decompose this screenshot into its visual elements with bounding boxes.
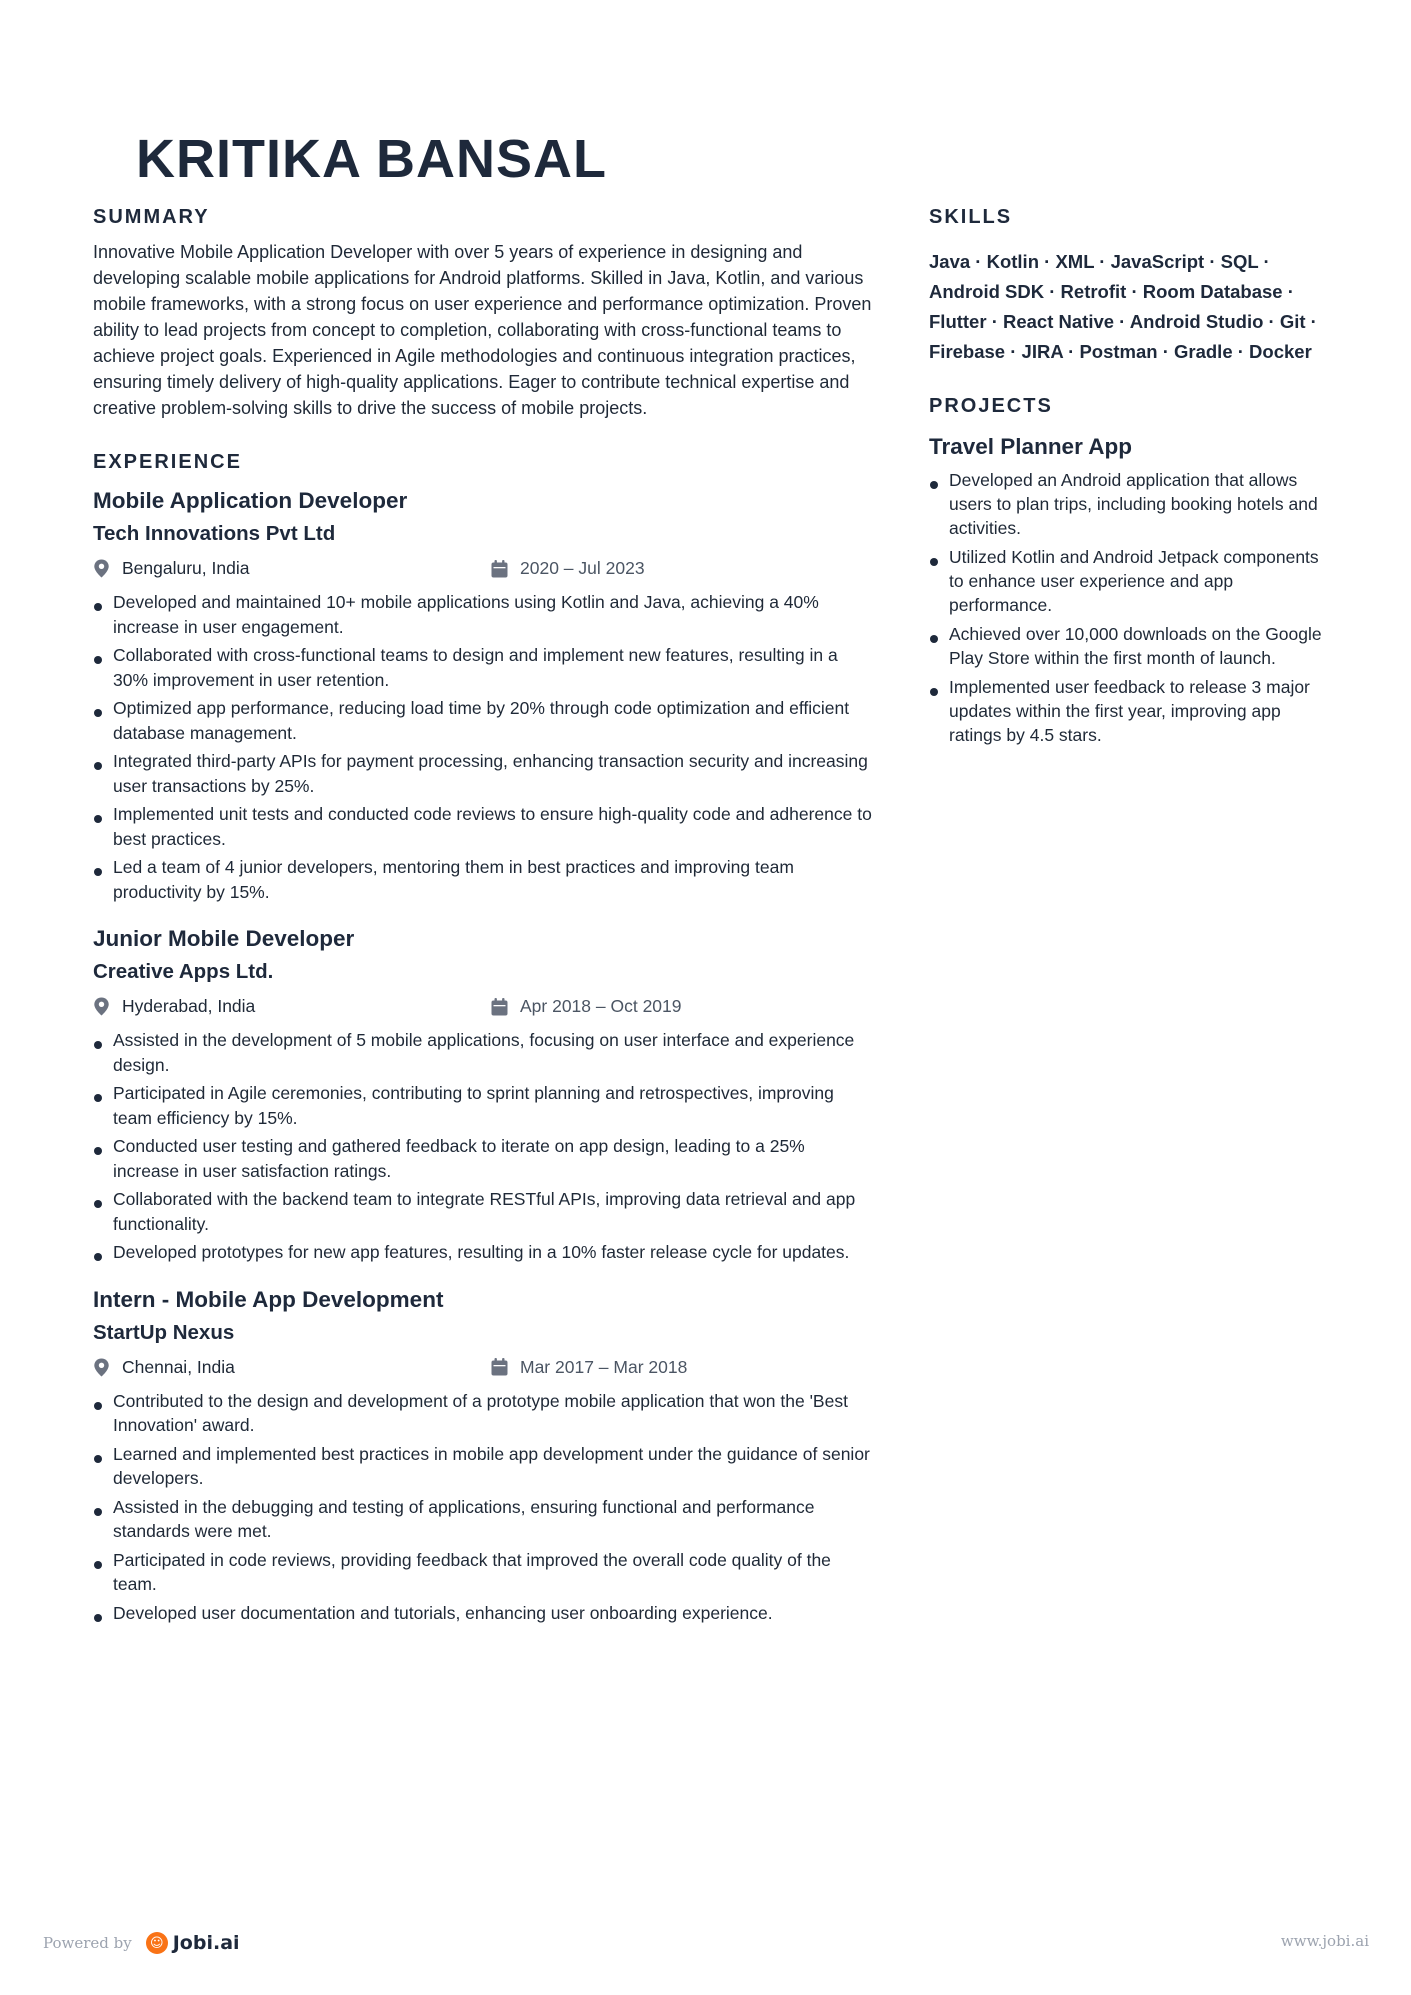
job-bullet: Collaborated with cross-functional teams to design and implement new features, resulting in a 30% improvement in user retention. (93, 643, 873, 692)
job-location (93, 1357, 235, 1378)
summary-heading: SUMMARY (93, 206, 210, 228)
job-dates-text: Mar 2017 – Mar 2018 (520, 1356, 688, 1377)
company-name: Tech Innovations Pvt Ltd (93, 522, 336, 545)
job-title: Mobile Application Developer (93, 488, 408, 513)
map-pin-icon (93, 1358, 110, 1377)
job-bullet: Learned and implemented best practices in mobile app development under the guidance of senior developers. (93, 1442, 873, 1491)
job-bullet: Assisted in the development of 5 mobile applications, focusing on user interface and experience design. (93, 1028, 873, 1077)
project-bullet: Achieved over 10,000 downloads on the Google Play Store within the first month of launch. (929, 622, 1329, 670)
experience-section (93, 451, 873, 1625)
job-bullets (93, 1389, 873, 1626)
jobi-logo-icon: ☺ (146, 1932, 168, 1954)
job-bullet: Participated in code reviews, providing feedback that improved the overall code quality of the team. (93, 1548, 873, 1597)
calendar-icon (491, 1358, 508, 1376)
job-entry (93, 1287, 873, 1626)
map-pin-icon (93, 997, 110, 1016)
job-title: Junior Mobile Developer (93, 926, 355, 951)
powered-by (43, 1932, 240, 1954)
summary-section (93, 206, 873, 421)
project-bullet: Implemented user feedback to release 3 major updates within the first year, improving app ratings by 4.5 stars. (929, 675, 1329, 747)
calendar-icon (491, 560, 508, 578)
company-name: StartUp Nexus (93, 1320, 235, 1344)
job-bullet: Assisted in the debugging and testing of applications, ensuring functional and performance standards were met. (93, 1495, 873, 1544)
job-location-text: Chennai, India (122, 1356, 235, 1377)
skills-heading: SKILLS (929, 206, 1013, 228)
project-bullet: Utilized Kotlin and Android Jetpack components to enhance user experience and app performance. (929, 545, 1329, 617)
job-location-text: Hyderabad, India (122, 996, 256, 1016)
projects-heading: PROJECTS (929, 395, 1053, 417)
job-bullet: Developed user documentation and tutorials, enhancing user onboarding experience. (93, 1601, 873, 1626)
job-entry (93, 488, 873, 904)
website-link[interactable]: www.jobi.ai (1280, 1932, 1369, 1950)
map-pin-icon (93, 559, 110, 578)
skills-list: Java · Kotlin · XML · JavaScript · SQL · Android SDK · Retrofit · Room Database · Flutter · React Native · Android Studio · Git · Firebase · JIRA · Postman · Gradle · Docker (929, 251, 1317, 362)
summary-text: Innovative Mobile Application Developer with over 5 years of experience in designing and developing scalable mobile applications for Android platforms. Skilled in Java, Kotlin, and various mobile frameworks, with a strong focus on user experience and performance optimization. Proven ability to lead projects from concept to completion, collaborating with cross-functional teams to achieve project goals. Experienced in Agile methodologies and continuous integration practices, ensuring timely delivery of high-quality applications. Eager to contribute technical expertise and creative problem-solving skills to drive the success of mobile projects. (93, 242, 872, 418)
job-location (93, 558, 249, 579)
job-dates (491, 558, 645, 579)
jobi-logo[interactable] (146, 1932, 240, 1954)
job-dates-text: Apr 2018 – Oct 2019 (520, 996, 682, 1016)
job-meta (93, 996, 873, 1020)
project-bullet: Developed an Android application that allows users to plan trips, including booking hotels and activities. (929, 468, 1329, 540)
project-bullets (929, 468, 1329, 747)
job-bullet: Contributed to the design and development of a prototype mobile application that won the 'Best Innovation' award. (93, 1389, 873, 1438)
job-meta (93, 558, 873, 582)
jobi-brand-text: Jobi.ai (172, 1932, 240, 1954)
side-column (929, 206, 1329, 752)
job-meta (93, 1357, 873, 1381)
job-entry (93, 926, 873, 1265)
job-bullet: Optimized app performance, reducing load time by 20% through code optimization and efficient database management. (93, 696, 873, 745)
candidate-name: KRITIKA BANSAL (136, 129, 607, 189)
job-bullet: Integrated third-party APIs for payment processing, enhancing transaction security and increasing user transactions by 25%. (93, 749, 873, 798)
project-title: Travel Planner App (929, 434, 1132, 459)
job-bullet: Collaborated with the backend team to integrate RESTful APIs, improving data retrieval and app functionality. (93, 1187, 873, 1236)
job-bullet: Led a team of 4 junior developers, mentoring them in best practices and improving team productivity by 15%. (93, 855, 873, 904)
job-bullets (93, 1028, 873, 1265)
job-bullet: Participated in Agile ceremonies, contributing to sprint planning and retrospectives, improving team efficiency by 15%. (93, 1081, 873, 1130)
job-dates (491, 996, 682, 1017)
job-bullet: Developed and maintained 10+ mobile applications using Kotlin and Java, achieving a 40% increase in user engagement. (93, 590, 873, 639)
job-dates-text: 2020 – Jul 2023 (520, 558, 645, 578)
company-name: Creative Apps Ltd. (93, 960, 274, 983)
job-bullet: Conducted user testing and gathered feedback to iterate on app design, leading to a 25% increase in user satisfaction ratings. (93, 1134, 873, 1183)
powered-by-label: Powered by (43, 1934, 132, 1952)
calendar-icon (491, 998, 508, 1016)
job-location-text: Bengaluru, India (122, 558, 250, 578)
job-dates (491, 1357, 687, 1378)
job-bullet: Implemented unit tests and conducted code reviews to ensure high-quality code and adherence to best practices. (93, 802, 873, 851)
job-bullet: Developed prototypes for new app features, resulting in a 10% faster release cycle for updates. (93, 1240, 873, 1265)
job-location (93, 996, 255, 1017)
main-column (93, 206, 873, 1629)
job-bullets (93, 590, 873, 904)
experience-heading: EXPERIENCE (93, 451, 242, 473)
projects-section (929, 395, 1329, 747)
job-title: Intern - Mobile App Development (93, 1286, 444, 1312)
skills-section (929, 206, 1329, 367)
